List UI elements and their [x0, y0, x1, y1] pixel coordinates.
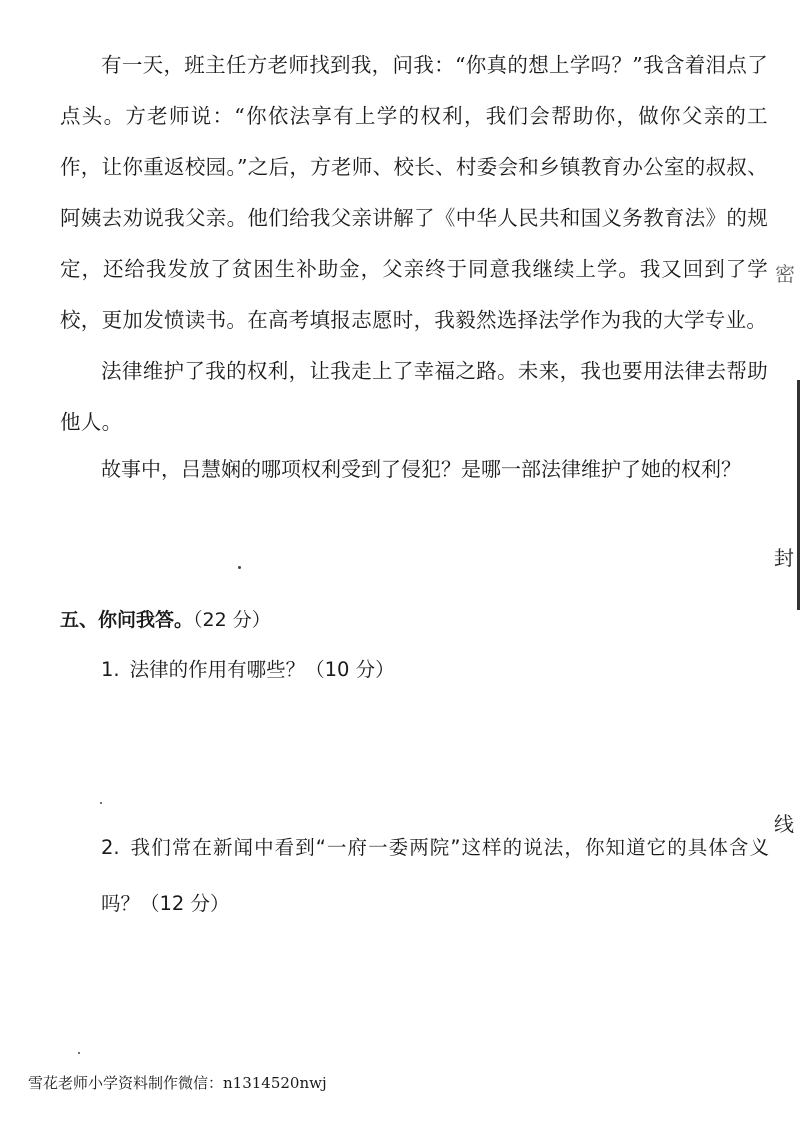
- answer-area-2[interactable]: [101, 940, 761, 1060]
- question-text: 法律的作用有哪些？（10 分）: [129, 658, 395, 681]
- section-5-title-text: 五、你问我答。: [60, 609, 194, 631]
- story-paragraph-2: 法律维护了我的权利，让我走上了幸福之路。未来，我也要用法律去帮助他人。: [60, 359, 768, 434]
- section-5-title: [60, 602, 271, 638]
- question-number: 2.: [101, 836, 120, 859]
- binding-char-xian: 线: [774, 812, 794, 836]
- scan-speck: [100, 802, 102, 804]
- scan-speck: [78, 1052, 80, 1054]
- question-item-2: [101, 820, 769, 932]
- footer-watermark: 雪花老师小学资料制作微信：n1314520nwj: [28, 1074, 327, 1092]
- story-question: 故事中，吕慧娴的哪项权利受到了侵犯？是哪一部法律维护了她的权利？: [101, 457, 741, 481]
- story-paragraph-1: 有一天，班主任方老师找到我，问我：“你真的想上学吗？”我含着泪点了点头。方老师说：“你依法享有上学的权利，我们会帮助你，做你父亲的工作，让你重返校园。”之后，方老师、校长、村委会和乡镇教育办公室的叔叔、阿姨去劝说我父亲。他们给我父亲讲解了《中华人民共和国义务教育法》的规定，还给我发放了贫困生补助金，父亲终于同意我继续上学。我又回到了学校，更加发愤读书。在高考填报志愿时，我毅然选择法学作为我的大学专业。: [60, 53, 768, 332]
- question-text: 我们常在新闻中看到“一府一委两院”这样的说法，你知道它的具体含义吗？（12 分）: [101, 836, 769, 915]
- answer-area-1[interactable]: [101, 700, 761, 810]
- binding-char-mi: 密: [775, 262, 795, 286]
- question-item-1: [101, 642, 769, 698]
- section-5-points: （22 分）: [193, 609, 271, 631]
- scan-speck: [238, 566, 241, 569]
- question-number: 1.: [101, 658, 120, 681]
- binding-char-feng: 封: [774, 546, 794, 570]
